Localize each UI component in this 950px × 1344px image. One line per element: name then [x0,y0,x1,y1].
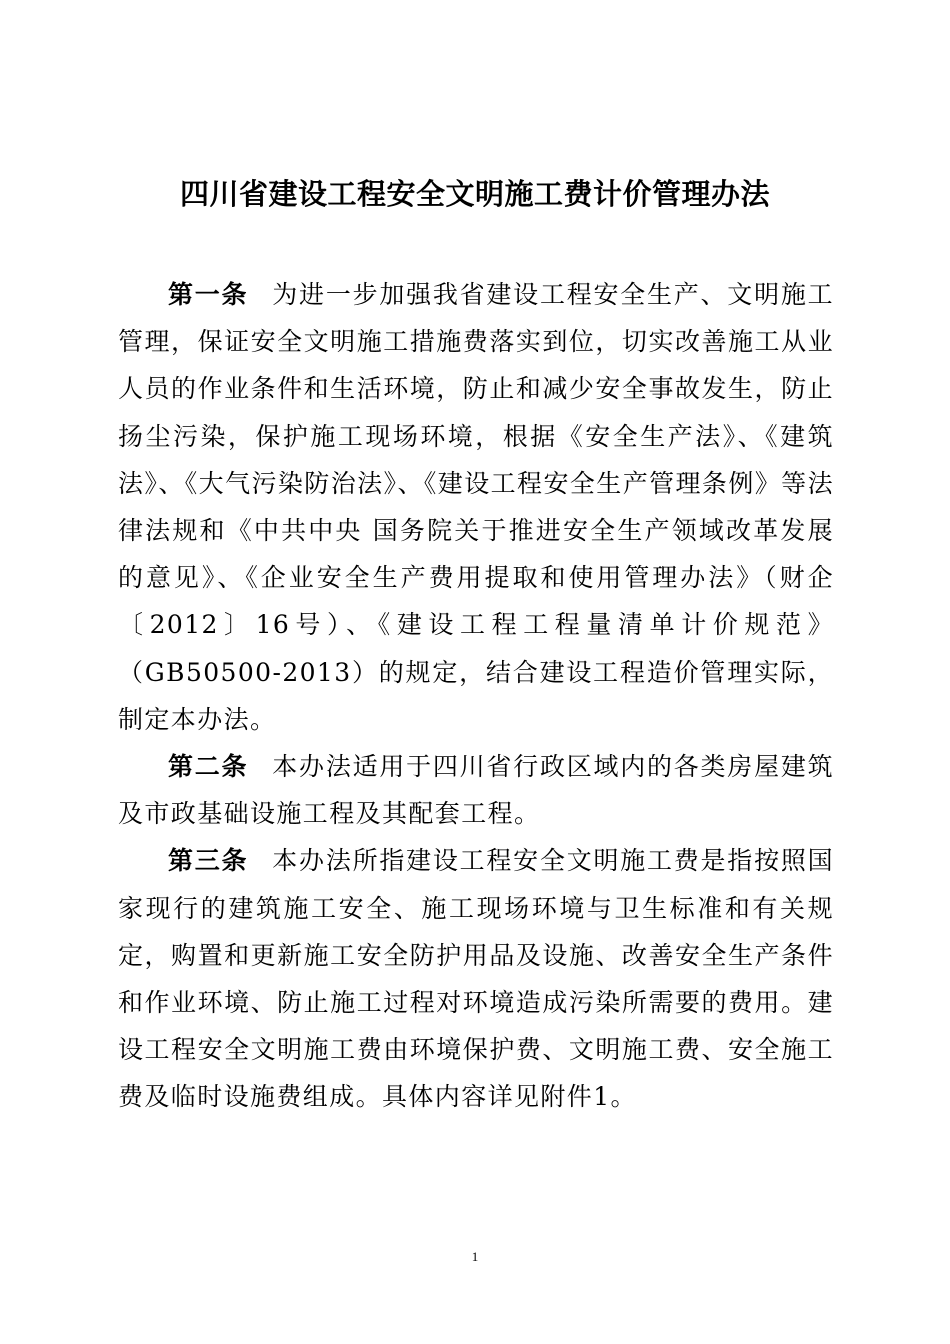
article-1 [118,271,834,743]
article-3 [118,837,834,1120]
document-body [118,271,834,1121]
article-3-text: 本办法所指建设工程安全文明施工费是指按照国家现行的建筑施工安全、施工现场环境与卫生标准和有关规定，购置和更新施工安全防护用品及设施、改善安全生产条件和作业环境、防止施工过程对环境造成污染所需要的费用。建设工程安全文明施工费由环境保护费、文明施工费、安全施工费及临时设施费组成。具体内容详见附件1。 [118,846,834,1112]
article-2-heading: 第二条 [168,752,249,782]
article-2-text: 本办法适用于四川省行政区域内的各类房屋建筑及市政基础设施工程及其配套工程。 [118,752,834,829]
article-3-heading: 第三条 [168,846,249,876]
article-1-text: 为进一步加强我省建设工程安全生产、文明施工管理，保证安全文明施工措施费落实到位，切实改善施工从业人员的作业条件和生活环境，防止和减少安全事故发生，防止扬尘污染，保护施工现场环境，根据《安全生产法》、《建筑法》、《大气污染防治法》、《建设工程安全生产管理条例》等法律法规和《中共中央 国务院关于推进安全生产领域改革发展的意见》、《企业安全生产费用提取和使用管理办法》（财企〔2012〕16号）、《建设工程工程量清单计价规范》（GB50500-2013）的规定，结合建设工程造价管理实际，制定本办法。 [118,280,834,734]
article-2 [118,743,834,837]
document-title: 四川省建设工程安全文明施工费计价管理办法 [179,177,770,211]
page-number: 1 [471,1249,479,1264]
article-1-heading: 第一条 [168,280,249,309]
